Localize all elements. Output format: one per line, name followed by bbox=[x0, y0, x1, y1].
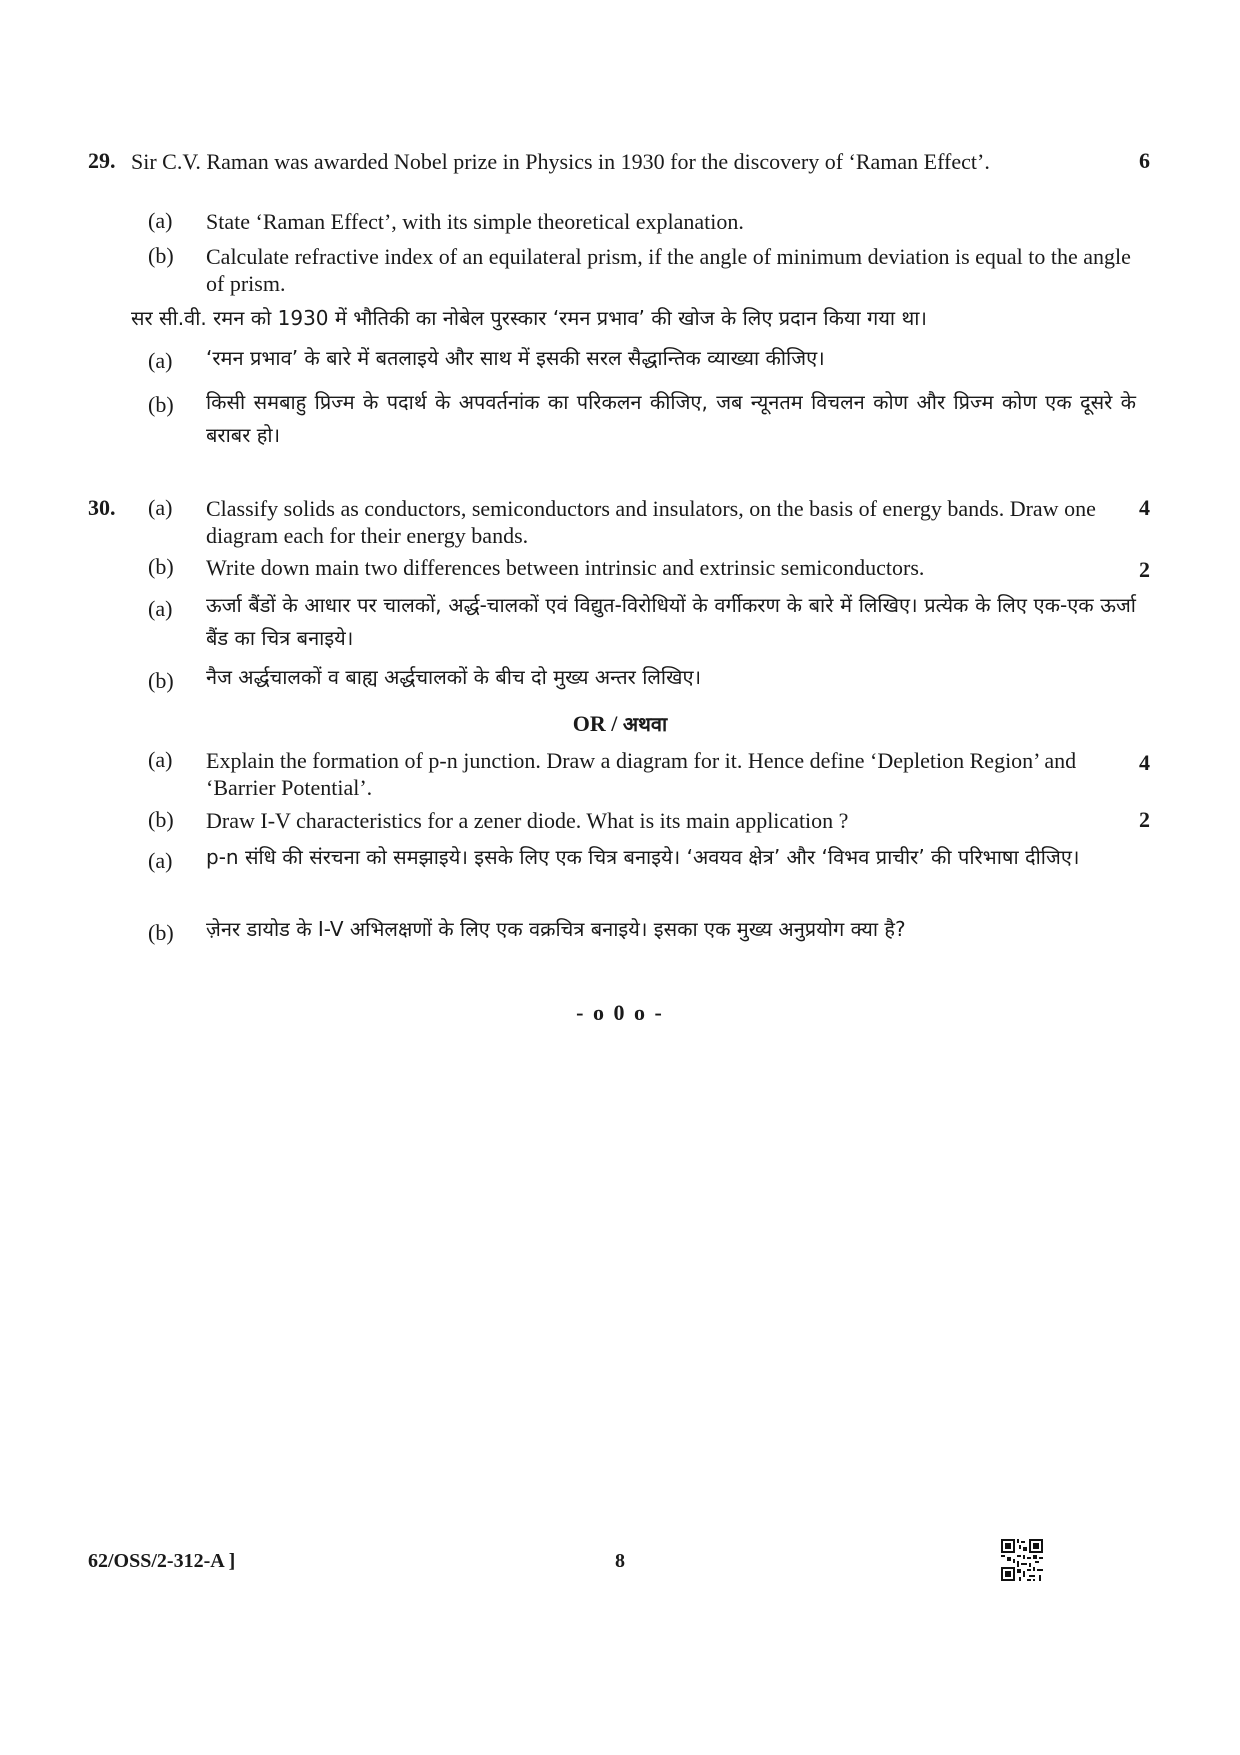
part-label: (a) bbox=[148, 848, 173, 873]
part-b-en: Calculate refractive index of an equilateral prism, if the angle of minimum deviation is equal to the angle of prism. bbox=[206, 244, 1131, 296]
marks: 4 bbox=[1139, 750, 1150, 775]
part-label: (b) bbox=[148, 554, 174, 579]
part-label: (b) bbox=[148, 392, 174, 417]
alt-part-a-hi: p-n संधि की संरचना को समझाइये। इसके लिए एक चित्र बनाइये। ‘अवयव क्षेत्र’ और ‘विभव प्राचीर’ की परिभाषा दीजिए। bbox=[206, 845, 1080, 869]
part-a-en: Classify solids as conductors, semiconductors and insulators, on the basis of energy bands. Draw one diagram each for their energy bands. bbox=[206, 496, 1096, 548]
part-b-en: Write down main two differences between intrinsic and extrinsic semiconductors. bbox=[206, 555, 925, 580]
part-label: (a) bbox=[148, 596, 173, 621]
part-label: (b) bbox=[148, 807, 174, 832]
question-intro-hi: सर सी.वी. रमन को 1930 में भौतिकी का नोबेल पुरस्कार ‘रमन प्रभाव’ की खोज के लिए प्रदान किया गया था। bbox=[131, 306, 927, 330]
or-label-hi: अथवा bbox=[622, 712, 668, 736]
qr-code-icon bbox=[1001, 1539, 1043, 1581]
part-a-en: State ‘Raman Effect’, with its simple theoretical explanation. bbox=[206, 209, 744, 234]
alt-part-b-hi: ज़ेनर डायोड के I-V अभिलक्षणों के लिए एक वक्रचित्र बनाइये। इसका एक मुख्य अनुप्रयोग क्या है? bbox=[206, 917, 906, 941]
part-label: (a) bbox=[148, 747, 173, 772]
part-label: (a) bbox=[148, 348, 173, 373]
paper-code: 62/OSS/2-312-A ] bbox=[88, 1550, 236, 1572]
marks: 6 bbox=[1139, 148, 1150, 173]
part-label: (b) bbox=[148, 668, 174, 693]
alt-part-a-en: Explain the formation of p-n junction. Draw a diagram for it. Hence define ‘Depletion Region’ and ‘Barrier Potential’. bbox=[206, 748, 1077, 800]
part-b-hi: नैज अर्द्धचालकों व बाह्य अर्द्धचालकों के बीच दो मुख्य अन्तर लिखिए। bbox=[206, 665, 702, 689]
part-label: (a) bbox=[148, 208, 173, 233]
marks: 2 bbox=[1139, 557, 1150, 582]
question-number: 29. bbox=[88, 148, 116, 173]
end-of-paper-mark: - o 0 o - bbox=[576, 1000, 664, 1025]
part-a-hi: ‘रमन प्रभाव’ के बारे में बतलाइये और साथ में इसकी सरल सैद्धान्तिक व्याख्या कीजिए। bbox=[206, 346, 825, 370]
part-label: (a) bbox=[148, 495, 173, 520]
marks: 4 bbox=[1139, 495, 1150, 520]
or-label-en: OR / bbox=[572, 711, 618, 736]
page-number: 8 bbox=[615, 1550, 625, 1572]
part-label: (b) bbox=[148, 920, 174, 945]
part-b-hi: किसी समबाहु प्रिज्म के पदार्थ के अपवर्तनांक का परिकलन कीजिए, जब न्यूनतम विचलन कोण और प्रिज्म कोण एक दूसरे के बराबर हो। bbox=[206, 390, 1136, 447]
part-label: (b) bbox=[148, 243, 174, 268]
question-number: 30. bbox=[88, 495, 116, 520]
or-divider bbox=[0, 708, 1240, 741]
alt-part-b-en: Draw I-V characteristics for a zener diode. What is its main application ? bbox=[206, 808, 849, 833]
marks: 2 bbox=[1139, 807, 1150, 832]
part-a-hi: ऊर्जा बैंडों के आधार पर चालकों, अर्द्ध-चालकों एवं विद्युत-विरोधियों के वर्गीकरण के बारे में लिखिए। प्रत्येक के लिए एक-एक ऊर्जा बैंड का चित्र बनाइये। bbox=[206, 593, 1136, 650]
question-intro-en: Sir C.V. Raman was awarded Nobel prize in Physics in 1930 for the discovery of ‘Raman Effect’. bbox=[131, 149, 990, 174]
